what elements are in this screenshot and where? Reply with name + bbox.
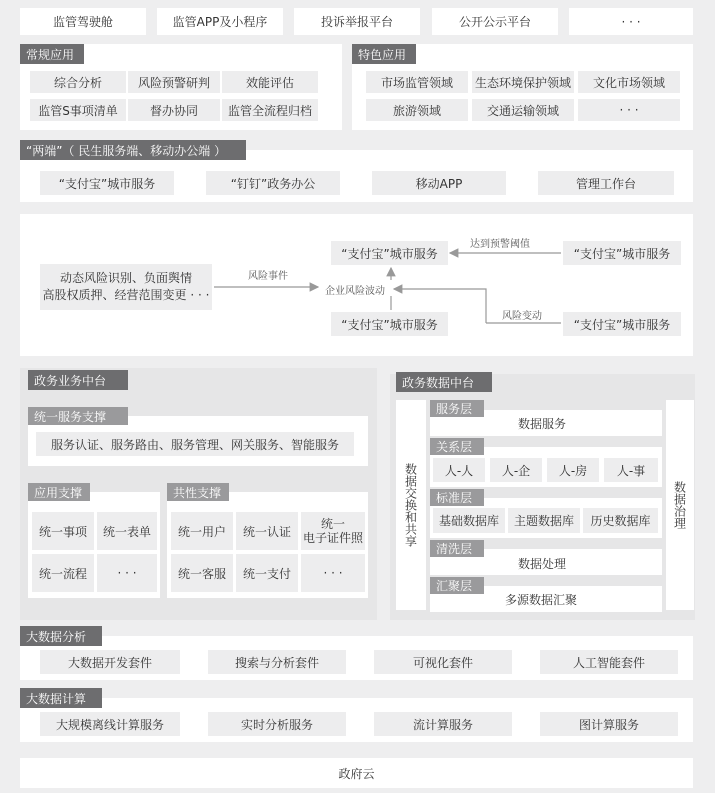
tab-supervision-cockpit[interactable]: 监管驾驶舱 [20,8,146,35]
two-ends-workbench[interactable]: 管理工作台 [538,171,674,195]
unified-support-title: 统一服务支撑 [28,407,128,425]
special-apps-title: 特色应用 [352,44,416,64]
compute-offline[interactable]: 大规模离线计算服务 [40,712,180,736]
layer-relation-title: 关系层 [430,438,484,455]
two-ends-title: “两端”（ 民生服务端、移动办公端 ） [20,140,246,160]
relation-person-enterprise[interactable]: 人-企 [490,458,542,482]
support-unified-auth[interactable]: 统一认证 [236,512,298,550]
support-unified-form[interactable]: 统一表单 [97,512,157,550]
compute-realtime[interactable]: 实时分析服务 [208,712,346,736]
gov-cloud-bar: 政府云 [20,758,693,788]
app-support-title: 应用支撑 [28,483,90,501]
unified-support-text: 服务认证、服务路由、服务管理、网关服务、智能服务 [36,432,354,456]
analysis-ai-suite[interactable]: 人工智能套件 [540,650,678,674]
support-unified-photo[interactable]: 统一 电子证件照 [301,512,365,550]
support-unified-service[interactable]: 统一客服 [171,554,233,592]
risk-event-label: 风险事件 [248,271,288,282]
app-item-supervision-list[interactable]: 监管S事项清单 [30,99,126,121]
special-item-eco[interactable]: 生态环境保护领域 [472,71,574,93]
app-item-risk-warning[interactable]: 风险预警研判 [128,71,220,93]
data-exchange-vertical: 数据交换和共享 [396,400,426,610]
app-item-comprehensive-analysis[interactable]: 综合分析 [30,71,126,93]
data-hub-title: 政务数据中台 [396,372,492,392]
relation-person-person[interactable]: 人-人 [433,458,485,482]
support-unified-flow[interactable]: 统一流程 [32,554,94,592]
risk-change-label: 风险变动 [502,311,542,322]
risk-threshold-label: 达到预警阈值 [470,239,530,250]
app-item-full-archive[interactable]: 监管全流程归档 [222,99,318,121]
risk-top-alipay[interactable]: “支付宝”城市服务 [331,241,448,265]
tab-supervision-app[interactable]: 监管APP及小程序 [157,8,283,35]
layer-service-item: 数据服务 [518,417,567,431]
tab-public-platform[interactable]: 公开公示平台 [432,8,558,35]
analysis-dev-suite[interactable]: 大数据开发套件 [40,650,180,674]
layer-aggregation-title: 汇聚层 [430,577,484,594]
two-ends-dingtalk[interactable]: “钉钉”政务办公 [206,171,340,195]
risk-source-line2: 高股权质押、经营范围变更 · · · [42,288,210,302]
standard-topic-db[interactable]: 主题数据库 [508,508,580,533]
relation-person-house[interactable]: 人-房 [547,458,599,482]
support-app-more[interactable]: · · · [97,554,157,592]
special-item-market[interactable]: 市场监管领域 [366,71,468,93]
standard-history-db[interactable]: 历史数据库 [583,508,658,533]
app-item-efficiency-eval[interactable]: 效能评估 [222,71,318,93]
relation-person-event[interactable]: 人-事 [604,458,658,482]
standard-basic-db[interactable]: 基础数据库 [433,508,505,533]
compute-graph[interactable]: 图计算服务 [540,712,678,736]
risk-source-line1: 动态风险识别、负面舆情 [59,271,192,285]
special-item-transport[interactable]: 交通运输领域 [472,99,574,121]
support-common-more[interactable]: · · · [301,554,365,592]
risk-right-top-alipay[interactable]: “支付宝”城市服务 [563,241,681,265]
tab-complaint-platform[interactable]: 投诉举报平台 [294,8,420,35]
special-item-tourism[interactable]: 旅游领域 [366,99,468,121]
regular-apps-title: 常规应用 [20,44,84,64]
tab-more[interactable]: · · · [569,8,693,35]
support-unified-pay[interactable]: 统一支付 [236,554,298,592]
analysis-search-suite[interactable]: 搜索与分析套件 [208,650,346,674]
compute-stream[interactable]: 流计算服务 [374,712,512,736]
two-ends-mobile-app[interactable]: 移动APP [372,171,506,195]
support-unified-user[interactable]: 统一用户 [171,512,233,550]
layer-cleaning-title: 清洗层 [430,540,484,557]
common-support-title: 共性支撑 [167,483,229,501]
special-item-more[interactable]: · · · [578,99,680,121]
risk-bottom-alipay[interactable]: “支付宝”城市服务 [331,312,448,336]
layer-service-title: 服务层 [430,400,484,417]
big-data-analysis-title: 大数据分析 [20,626,102,646]
risk-center-label: 企业风险波动 [325,286,385,297]
arrow-change [394,289,486,323]
data-governance-vertical: 数据治理 [666,400,694,610]
two-ends-alipay[interactable]: “支付宝”城市服务 [40,171,174,195]
support-unified-item[interactable]: 统一事项 [32,512,94,550]
business-hub-title: 政务业务中台 [28,370,128,390]
layer-standard-title: 标准层 [430,489,484,506]
big-data-compute-title: 大数据计算 [20,688,102,708]
analysis-visual-suite[interactable]: 可视化套件 [374,650,512,674]
app-item-supervise-collab[interactable]: 督办协同 [128,99,220,121]
risk-right-bottom-alipay[interactable]: “支付宝”城市服务 [563,312,681,336]
special-item-culture[interactable]: 文化市场领域 [578,71,680,93]
layer-aggregation-item: 多源数据汇聚 [505,593,578,607]
layer-cleaning-item: 数据处理 [518,557,567,571]
